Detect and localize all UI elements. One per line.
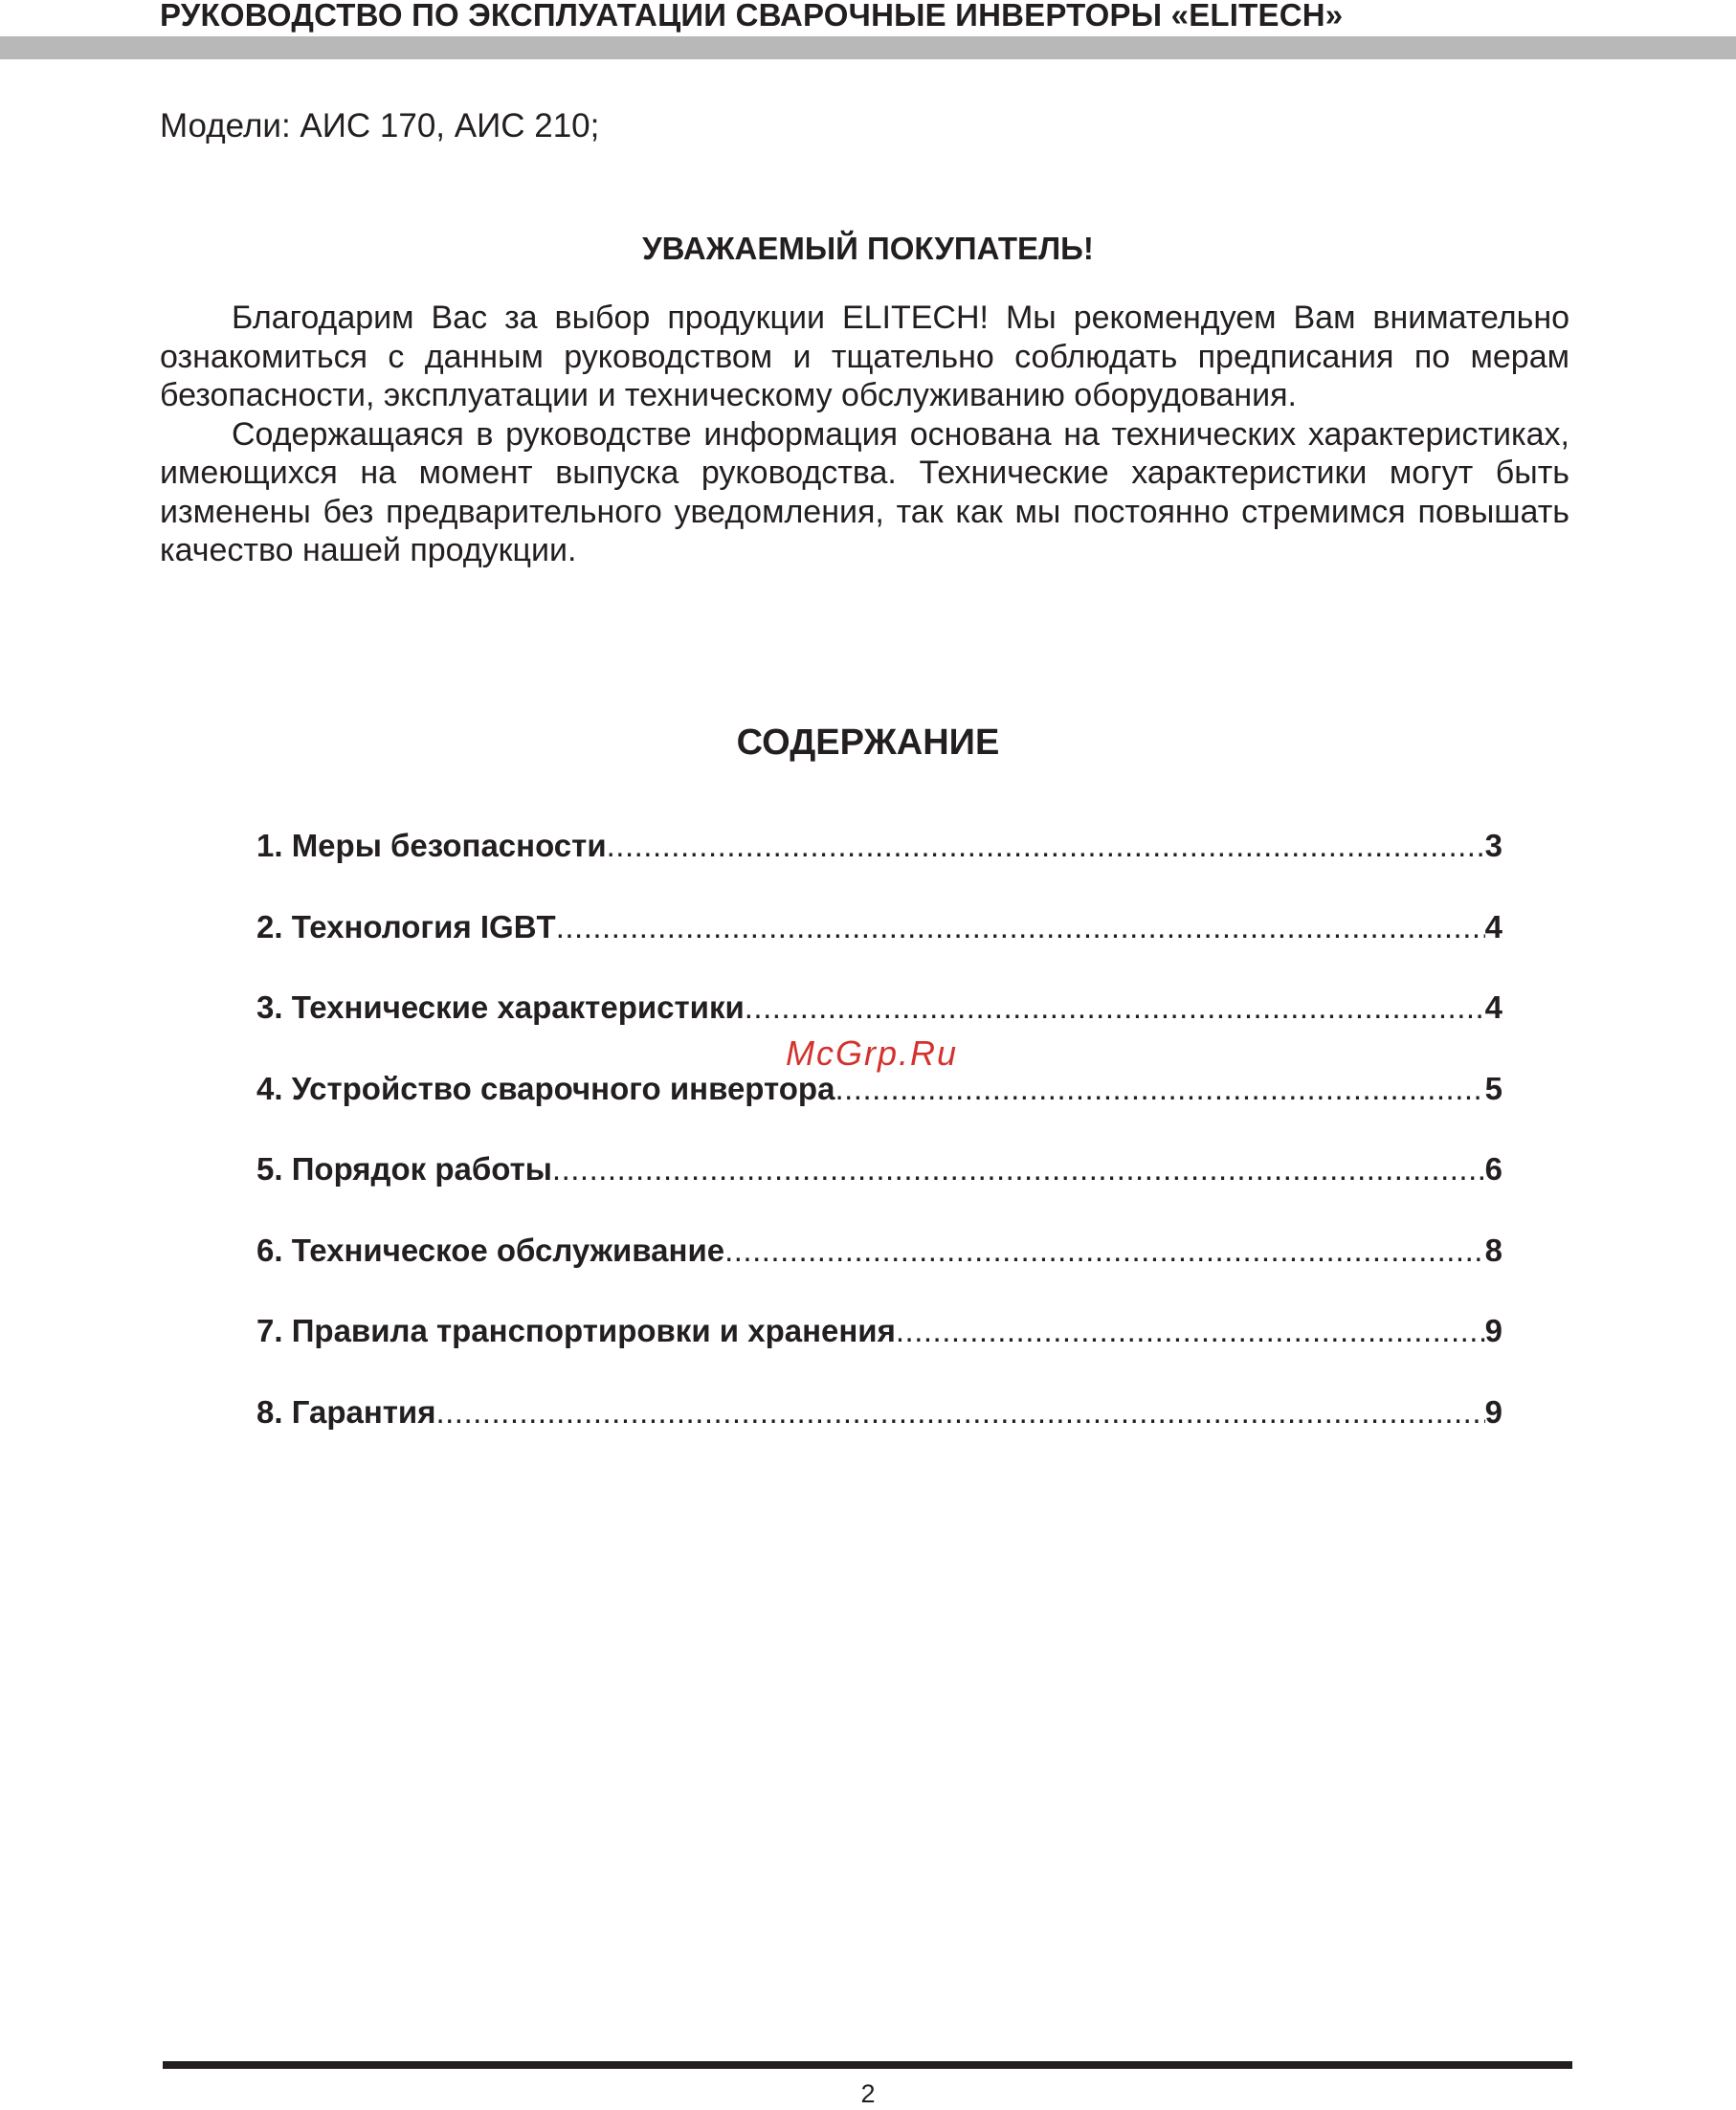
toc-item-label: 4. Устройство сварочного инвертора: [256, 1070, 835, 1106]
toc-item[interactable]: [256, 1230, 1502, 1311]
toc-item-label: 8. Гарантия: [256, 1393, 436, 1430]
intro-text: [160, 299, 1569, 570]
toc-leader-dots: [556, 906, 1485, 948]
toc-leader-dots: [724, 1230, 1485, 1272]
toc-item-label: 2. Технология IGBT: [256, 908, 556, 944]
toc-item[interactable]: [256, 1068, 1502, 1149]
greeting-heading: УВАЖАЕМЫЙ ПОКУПАТЕЛЬ!: [642, 231, 1094, 266]
watermark-text: McGrp.Ru: [785, 1033, 959, 1073]
toc-item-label: 6. Техническое обслуживание: [256, 1232, 725, 1268]
toc-leader-dots: [435, 1391, 1484, 1433]
models-line: Модели: АИС 170, АИС 210;: [160, 107, 600, 144]
toc-leader-dots: [745, 987, 1485, 1029]
toc-leader-dots: [552, 1148, 1485, 1190]
toc-item[interactable]: [256, 906, 1502, 988]
toc-item-label: 7. Правила транспортировки и хранения: [256, 1313, 896, 1348]
toc-item[interactable]: [256, 825, 1502, 906]
toc-item[interactable]: [256, 1391, 1502, 1473]
toc-item-page: 9: [1484, 1393, 1502, 1430]
intro-paragraph-1: Благодарим Вас за выбор продукции ELITECH! Мы рекомендуем Вам внимательно ознакомиться с данным руководством и тщательно соблюдать предписания по мерам безопасности, эксплуатации и техническому обслуживанию оборудования.: [160, 300, 1569, 413]
toc-item-label: 1. Меры безопасности: [256, 828, 607, 863]
toc-item[interactable]: [256, 1310, 1502, 1391]
intro-paragraph-2: Содержащаяся в руководстве информация основана на технических характеристиках, имеющихся на момент выпуска руководства. Технические характеристики могут быть изменены без предварительного уведомления, так как мы постоянно стремимся повышать качество нашей продукции.: [160, 415, 1569, 568]
header-bar: [0, 36, 1736, 59]
toc-title: СОДЕРЖАНИЕ: [736, 722, 1000, 763]
toc-item[interactable]: [256, 1148, 1502, 1230]
footer-rule: [163, 2061, 1572, 2069]
table-of-contents: [256, 825, 1502, 1472]
toc-item-page: 8: [1484, 1232, 1502, 1268]
toc-item-page: 4: [1484, 908, 1502, 944]
document-header-title: РУКОВОДСТВО ПО ЭКСПЛУАТАЦИИ СВАРОЧНЫЕ ИНВЕРТОРЫ «ELITECH»: [160, 0, 1344, 33]
toc-item-label: 3. Технические характеристики: [256, 989, 745, 1025]
toc-item-page: 4: [1484, 989, 1502, 1025]
toc-item-page: 3: [1484, 828, 1502, 863]
toc-leader-dots: [896, 1310, 1485, 1352]
toc-item-page: 5: [1484, 1070, 1502, 1106]
toc-item-page: 9: [1484, 1313, 1502, 1348]
toc-item-label: 5. Порядок работы: [256, 1151, 552, 1187]
toc-leader-dots: [607, 825, 1485, 867]
page-number: 2: [860, 2079, 876, 2108]
toc-item-page: 6: [1484, 1151, 1502, 1187]
